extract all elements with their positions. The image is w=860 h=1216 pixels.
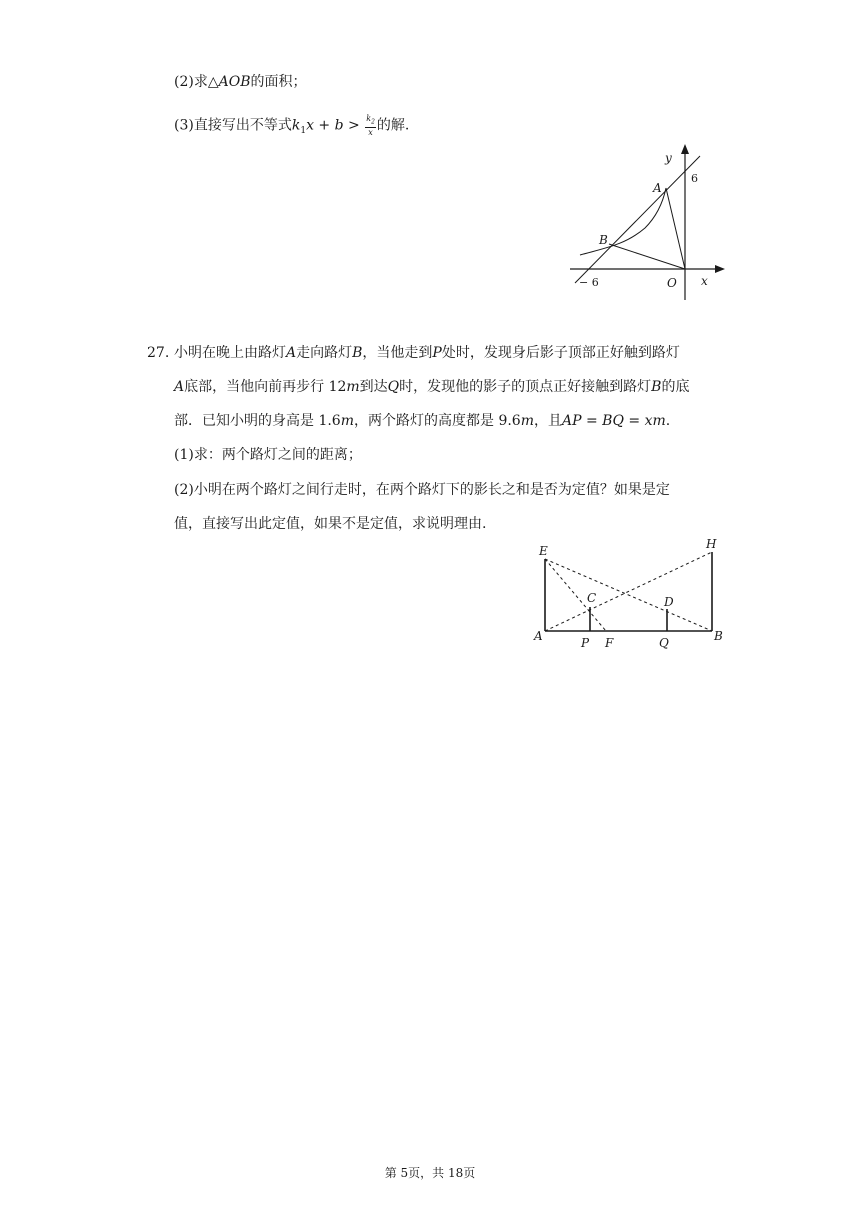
q27-streetlight-figure bbox=[530, 535, 730, 650]
q27-line3: 部．已知小明的身高是 1.6m，两个路灯的高度都是 9.6m，且AP = BQ = xm. bbox=[174, 413, 671, 429]
label-B: B bbox=[714, 629, 723, 643]
label-B: B bbox=[599, 233, 608, 247]
q27-part2-line1: (2)小明在两个路灯之间行走时，在两个路灯下的影长之和是否为定值？如果是定 bbox=[174, 482, 670, 498]
dashed-EB bbox=[545, 559, 712, 631]
dashed-AH bbox=[545, 552, 712, 631]
label-y: y bbox=[665, 151, 672, 165]
label-neg-six: − 6 bbox=[579, 276, 599, 289]
dashed-EF bbox=[545, 559, 606, 631]
label-x: x bbox=[701, 274, 708, 288]
label-A: A bbox=[653, 181, 662, 195]
y-axis-arrow-icon bbox=[681, 144, 689, 154]
label-O: O bbox=[667, 276, 677, 290]
segment-OA bbox=[666, 188, 685, 269]
label-P: P bbox=[581, 636, 590, 650]
q26-part2: (2)求△AOB的面积； bbox=[174, 74, 307, 90]
line-y-k1x-b bbox=[575, 156, 700, 283]
label-D: D bbox=[664, 595, 674, 609]
fraction-k2-over-x: $\frac{k_2}{x}$ bbox=[366, 114, 375, 137]
q27-line1: 小明在晚上由路灯A走向路灯B，当他走到P处时，发现身后影子顶部正好触到路灯 bbox=[174, 345, 680, 361]
q26-part3: (3)直接写出不等式$k_1x + b$ > $\frac{k_2}{x}$ 的解. bbox=[174, 114, 410, 137]
label-F: F bbox=[605, 636, 614, 650]
label-Q: Q bbox=[659, 636, 669, 650]
q26-coordinate-figure bbox=[565, 140, 735, 310]
q27-part2-line2: 值，直接写出此定值，如果不是定值，求说明理由. bbox=[174, 516, 487, 532]
question-number: 27. bbox=[147, 345, 170, 361]
label-H: H bbox=[706, 537, 717, 551]
label-C: C bbox=[587, 591, 597, 605]
label-six: 6 bbox=[691, 172, 698, 185]
x-axis-arrow-icon bbox=[715, 265, 725, 273]
q27-part1: (1)求：两个路灯之间的距离； bbox=[174, 447, 362, 463]
label-A: A bbox=[534, 629, 543, 643]
label-E: E bbox=[539, 544, 548, 558]
hyperbola-curve bbox=[580, 188, 666, 255]
page-footer: 第 5页，共 18页 bbox=[384, 1166, 476, 1180]
segment-OB bbox=[609, 244, 685, 269]
q27-line2: A底部，当他向前再步行 12m到达Q时，发现他的影子的顶点正好接触到路灯B的底 bbox=[174, 379, 690, 395]
